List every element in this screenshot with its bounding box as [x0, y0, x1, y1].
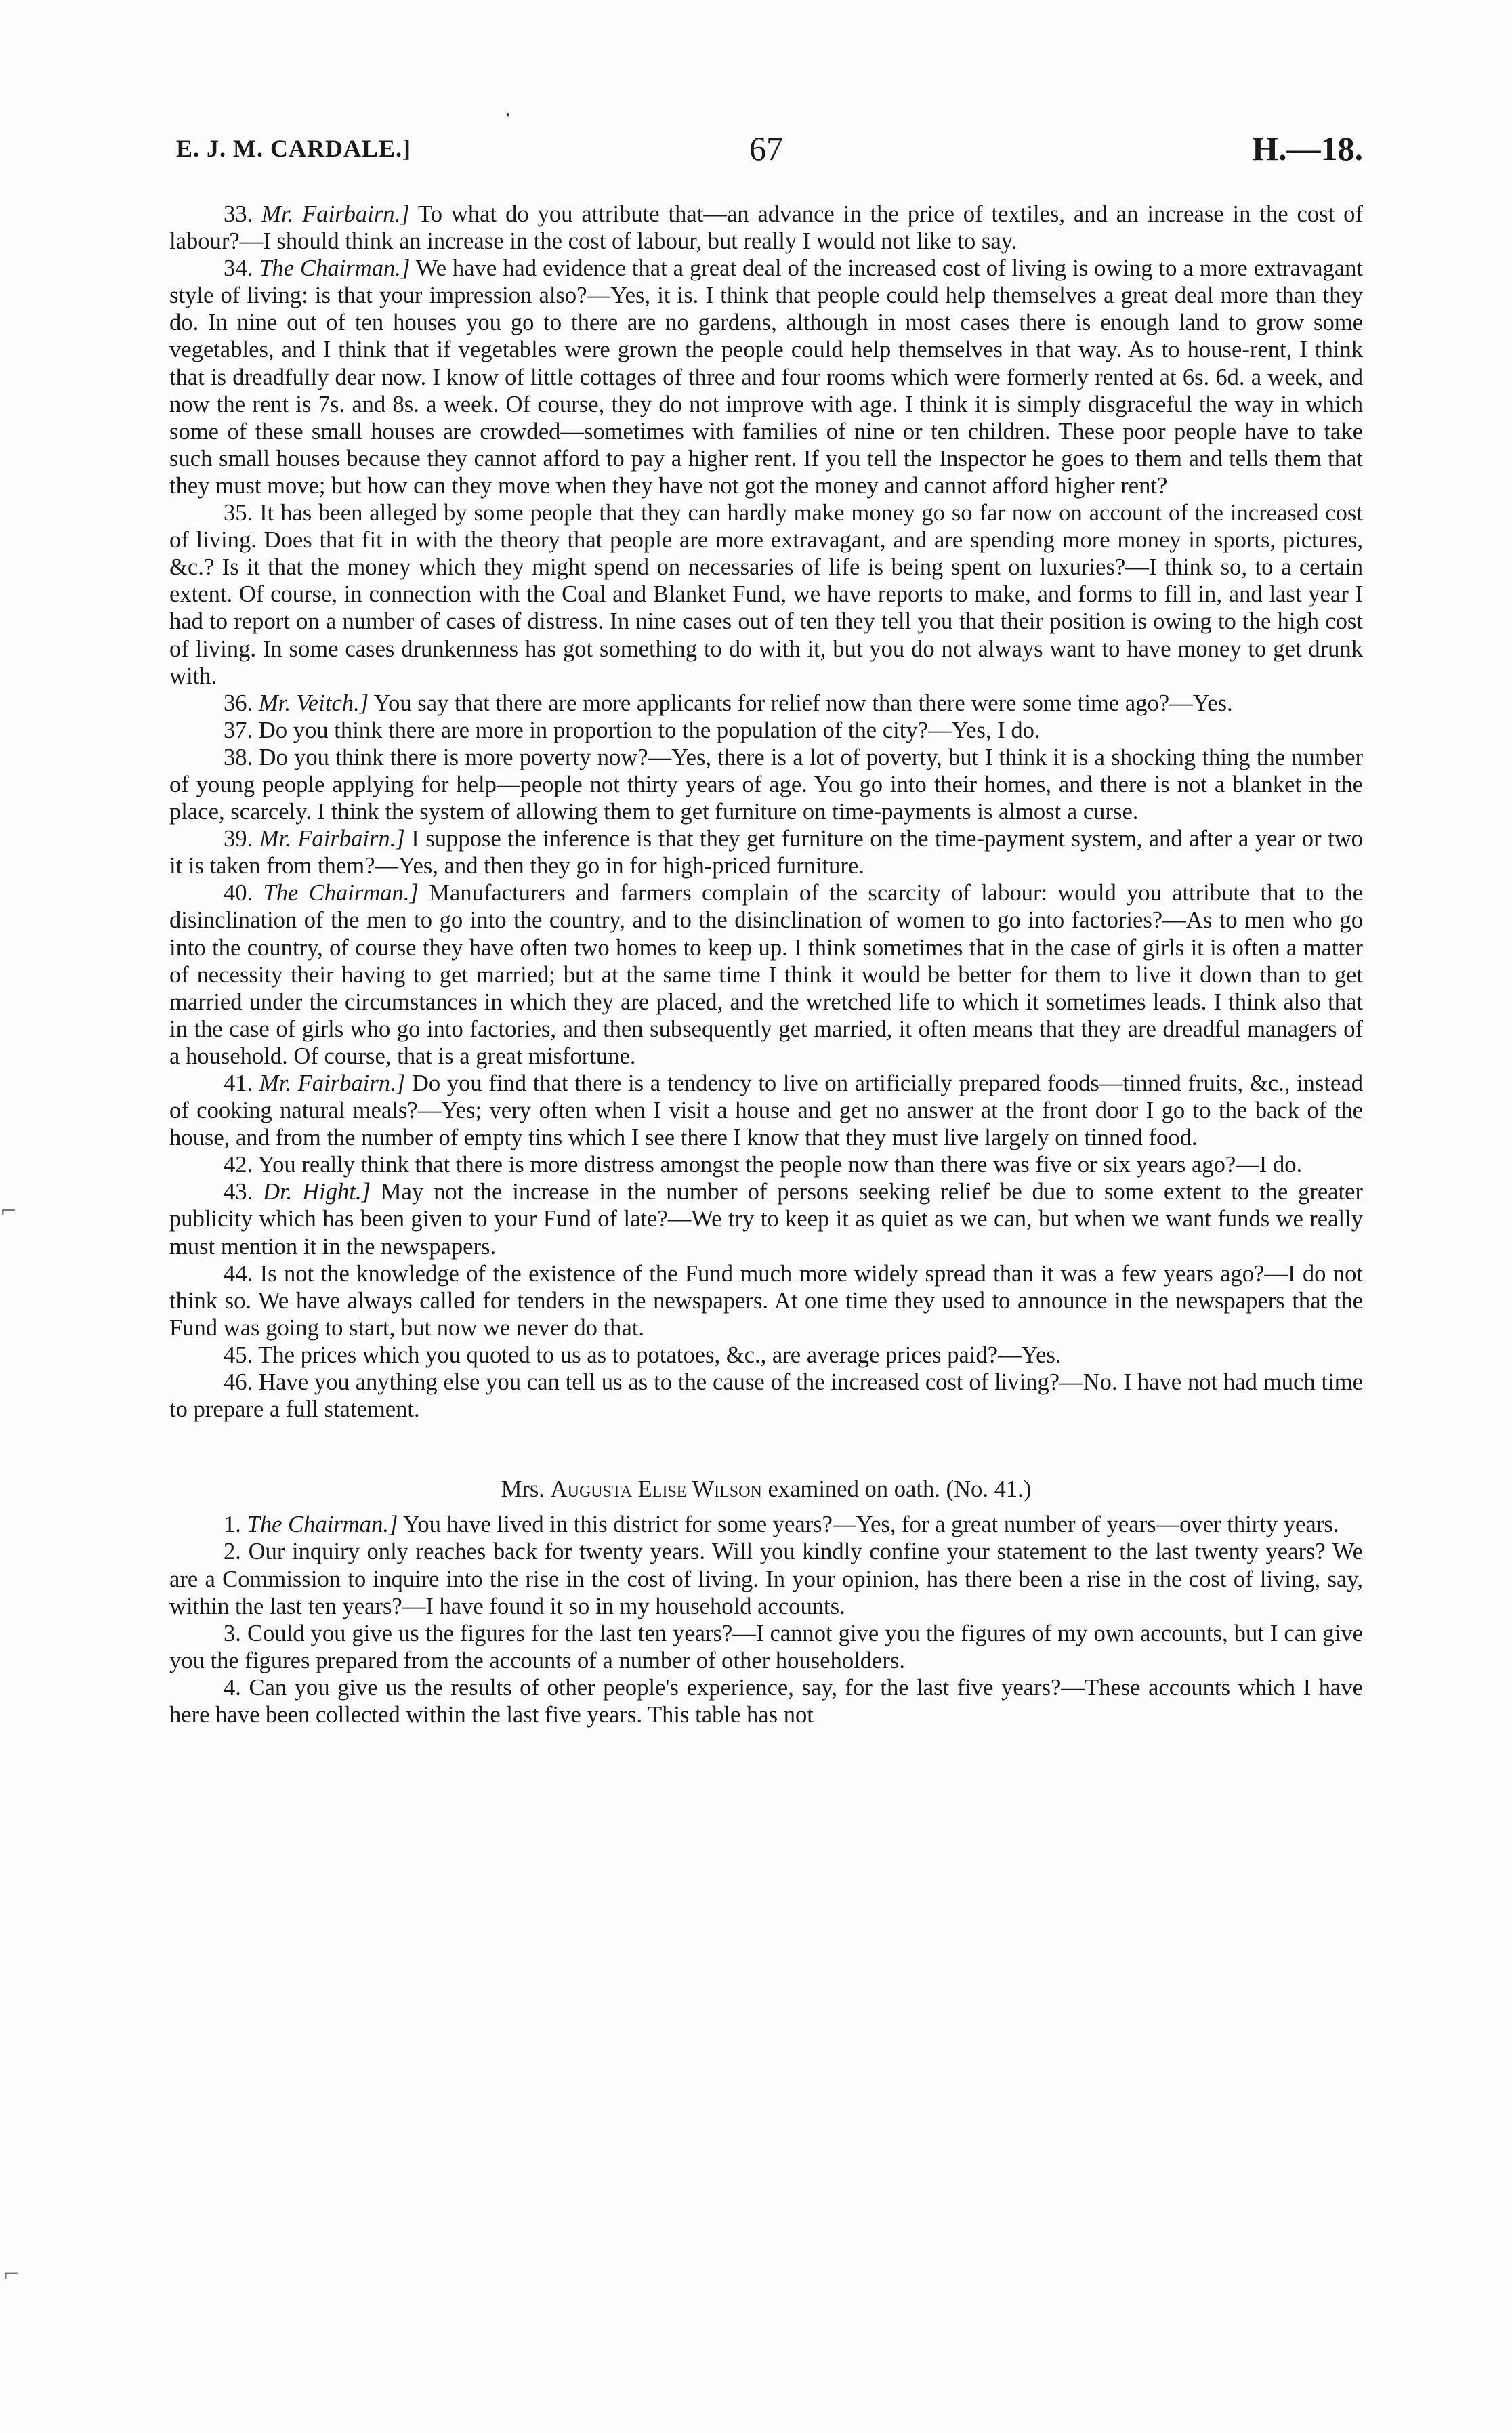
question-text: Do you find that there is a tendency to live on artificially prepared foods—tinned fruits, &c., instead of cooking natural meals?—Yes; very often when I visit a house and get no answer at the front door I go to the back of the house, and from the number of empty tins which I see there I know that they must live largely on tinned food. — [169, 1070, 1363, 1151]
speaker: The Chairman.] — [259, 255, 411, 282]
question-q40 — [169, 879, 1363, 1070]
question-number: 40. — [224, 880, 253, 907]
question-q46 — [169, 1369, 1363, 1423]
question-q41 — [169, 1070, 1363, 1151]
question-text: To what do you attribute that—an advance in the price of textiles, and an increase in the cost of labour?—I should think an increase in the cost of labour, but really I would not like to say. — [169, 201, 1363, 255]
question-w3 — [169, 1620, 1363, 1674]
question-q44 — [169, 1260, 1363, 1342]
speaker: Dr. Hight.] — [263, 1179, 371, 1205]
question-text: Do you think there are more in proportion to the population of the city?—Yes, I do. — [258, 717, 1041, 743]
question-text: Do you think there is more poverty now?—Yes, there is a lot of poverty, but I think it is a shocking thing the number of young people applying for help—people not thirty years of age. You go into their homes, and there is not a blanket in the place, scarcely. I think the system of allowing them to get furniture on time-payments is almost a curse. — [169, 744, 1363, 825]
question-number: 38. — [224, 744, 253, 770]
question-number: 39. — [224, 826, 253, 852]
question-number: 42. — [224, 1152, 253, 1178]
question-number: 1. — [224, 1512, 241, 1538]
question-number: 35. — [224, 500, 253, 526]
question-text: You really think that there is more distress amongst the people now than there was five or six years ago?—I do. — [257, 1152, 1303, 1178]
question-text: You have lived in this district for some years?—Yes, for a great number of years—over thirty years. — [398, 1512, 1339, 1538]
speaker: Mr. Fairbairn.] — [259, 826, 405, 852]
question-number: 37. — [224, 717, 253, 743]
question-q34 — [169, 255, 1363, 499]
question-text: May not the increase in the number of persons seeking relief be due to some extent to the greater publicity which has been given to your Fund of late?—We try to keep it as quiet as we can, but when we want funds we really must mention it in the newspapers. — [169, 1179, 1363, 1260]
evidence-list-wilson — [169, 1511, 1363, 1728]
witness-name-header: E. J. M. CARDALE.] — [176, 135, 411, 162]
speaker: The Chairman.] — [263, 880, 419, 907]
question-w4 — [169, 1674, 1363, 1728]
question-text: You say that there are more applicants for relief now than there were some time ago?—Yes. — [369, 690, 1233, 716]
question-number: 43. — [224, 1179, 253, 1205]
question-q36 — [169, 690, 1363, 717]
question-number: 41. — [224, 1070, 253, 1096]
question-q42 — [169, 1151, 1363, 1178]
question-text: Manufacturers and farmers complain of the scarcity of labour: would you attribute that to the disinclination of the men to go into the country, and to the disinclination of women to go into factories?—As to men who go into the country, of course they have often two homes to keep up. I think sometimes that in the case of girls it is often a matter of necessity their having to get married; but at the same time I think it would be better for them to live it down than to get married under the circumstances in which they are placed, and the wretched life to which it sometimes leads. I think also that in the case of girls who go into factories, and then subsequently get married, it often means that they are dreadful managers of a household. Of course, that is a great misfortune. — [169, 880, 1363, 1069]
page-number: 67 — [749, 129, 783, 167]
question-number: 36. — [224, 690, 253, 716]
section-gap — [169, 1423, 1363, 1476]
page-body — [169, 201, 1363, 1728]
question-q45 — [169, 1342, 1363, 1369]
question-text: Can you give us the results of other people's experience, say, for the last five years?—These accounts which I have here have been collected within the last five years. This table has not — [169, 1674, 1363, 1728]
question-text: Could you give us the figures for the last ten years?—I cannot give you the figures of my own accounts, but I can give you the figures prepared from the accounts of a number of other householders. — [169, 1620, 1363, 1673]
question-text: Our inquiry only reaches back for twenty years. Will you kindly confine your statement to the last twenty years? We are a Commission to inquire into the rise in the cost of living. In your opinion, has there been a rise in the cost of living, say, within the last ten years?—I have found it so in my household accounts. — [169, 1539, 1363, 1619]
question-text: Is not the knowledge of the existence of the Fund much more widely spread than it was a few years ago?—I do not think so. We have always called for tenders in the newspapers. At one time they used to announce in the newspapers that the Fund was going to start, but now we never do that. — [169, 1260, 1363, 1341]
question-number: 46. — [224, 1369, 253, 1396]
question-number: 4. — [224, 1674, 241, 1701]
question-w1 — [169, 1511, 1363, 1538]
document-reference: H.—18. — [1252, 129, 1363, 167]
question-number: 45. — [224, 1342, 253, 1368]
question-q38 — [169, 744, 1363, 825]
question-number: 33. — [224, 201, 253, 227]
speaker: Mr. Fairbairn.] — [261, 201, 410, 227]
speaker: Mr. Fairbairn.] — [259, 1070, 406, 1096]
margin-mark: ⌐ — [0, 1199, 18, 1223]
witness-heading-name: Augusta Elise Wilson — [550, 1476, 762, 1503]
page-header — [169, 129, 1363, 176]
question-q37 — [169, 717, 1363, 744]
witness-heading — [169, 1476, 1363, 1503]
question-q33 — [169, 201, 1363, 255]
question-text: We have had evidence that a great deal of the increased cost of living is owing to a more extravagant style of living: is that your impression also?—Yes, it is. I think that people could help themselves a great deal more than they do. In nine out of ten houses you go to there are no gardens, although in most cases there is enough land to grow some vegetables, and I think that if vegetables were grown the people could help themselves in that way. As to house-rent, I think that is dreadfully dear now. I know of little cottages of three and four rooms which were formerly rented at 6s. 6d. a week, and now the rent is 7s. and 8s. a week. Of course, they do not improve with age. I think it is simply disgraceful the way in which some of these small houses are crowded—sometimes with families of nine or ten children. These poor people have to take such small houses because they cannot afford to pay a higher rent. If you tell the Inspector he goes to them and tells them that they must move; but how can they move when they have not got the money and cannot afford higher rent? — [169, 255, 1363, 499]
question-q35 — [169, 499, 1363, 690]
question-text: The prices which you quoted to us as to potatoes, &c., are average prices paid?—Yes. — [258, 1342, 1062, 1368]
question-number: 44. — [224, 1260, 253, 1287]
question-q39 — [169, 825, 1363, 879]
question-text: It has been alleged by some people that they can hardly make money go so far now on account of the increased cost of living. Does that fit in with the theory that people are more extravagant, and are spending more money in sports, pictures, &c.? Is it that the money which they might spend on necessaries of life is being spent on luxuries?—I think so, to a certain extent. Of course, in connection with the Coal and Blanket Fund, we have reports to make, and forms to fill in, and last year I had to report on a number of cases of distress. In nine cases out of ten they tell you that their position is owing to the high cost of living. In some cases drunkenness has got something to do with it, but you do not always want to have money to get drunk with. — [169, 500, 1363, 689]
evidence-list — [169, 201, 1363, 1423]
question-w2 — [169, 1538, 1363, 1619]
question-text: Have you anything else you can tell us as to the cause of the increased cost of living?—No. I have not had much time to prepare a full statement. — [169, 1369, 1363, 1423]
question-q43 — [169, 1178, 1363, 1260]
witness-heading-prefix: Mrs. — [501, 1476, 551, 1503]
speaker: Mr. Veitch.] — [258, 690, 369, 716]
speaker: The Chairman.] — [247, 1512, 398, 1538]
question-text: I suppose the inference is that they get furniture on the time-payment system, and after a year or two it is taken from them?—Yes, and then they go in for high-priced furniture. — [169, 826, 1363, 879]
question-number: 34. — [224, 255, 253, 282]
question-number: 2. — [224, 1539, 241, 1565]
question-number: 3. — [224, 1620, 241, 1646]
witness-heading-suffix: examined on oath. (No. 41.) — [761, 1476, 1032, 1503]
scan-speck: • — [505, 108, 511, 121]
margin-mark: ⌐ — [3, 2263, 20, 2287]
